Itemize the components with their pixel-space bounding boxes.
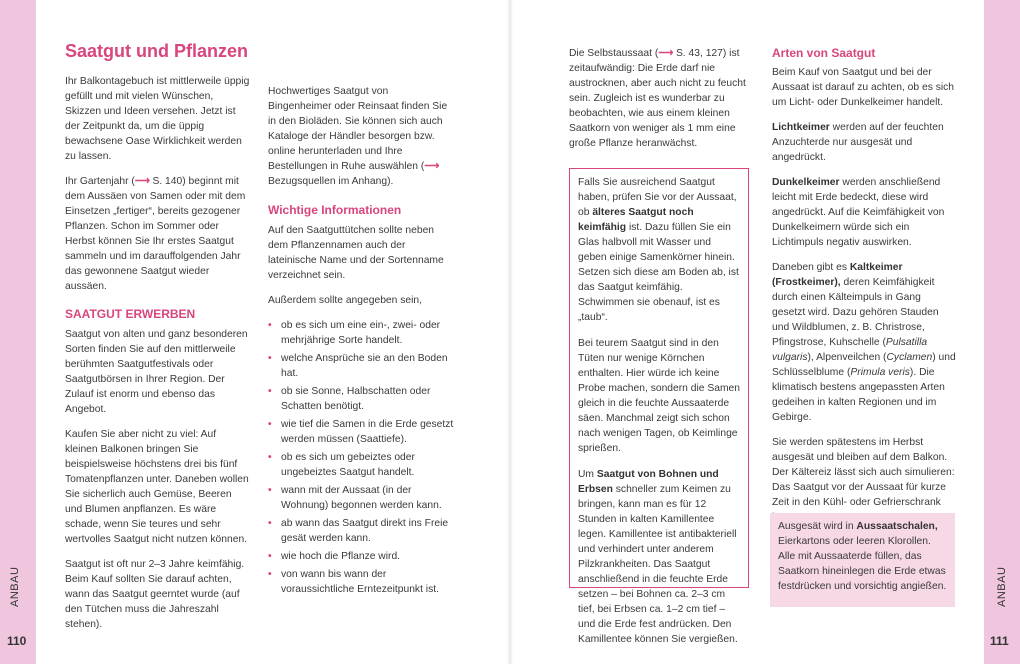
page-reference: Bezugsquellen im Anhang	[268, 176, 388, 187]
page-reference: S. 43, 127	[675, 48, 723, 59]
page-number-left: 110	[7, 634, 27, 648]
column-2	[268, 84, 454, 600]
paragraph: Beim Kauf von Saatgut und bei der Aussaat ist darauf zu achten, ob es sich um Licht- oder Dunkelkeimer handelt.	[772, 67, 955, 108]
list-item: • welche Ansprüche sie an den Boden hat.	[268, 353, 448, 379]
paragraph: Daneben gibt es Kaltkeimer (Frostkeimer), deren Keimfähigkeit durch einen Kälteimpuls in Gang gesetzt wird. Dazu gehören Stauden und Wildblumen, z. B. Christrose, Pfingstrose, Kuhschelle (Pulsatilla vulgaris), Alpenveilchen (Cyclamen) und Schlüsselblume (Primula veris). Die klimatisch bestens angepassten Arten gedeihen in kalten Regionen und im Gebirge.	[772, 262, 956, 423]
arrow-right-icon: ⟶	[424, 161, 440, 172]
column-1	[65, 41, 251, 642]
list-item: • wie hoch die Pflanze wird.	[268, 551, 401, 562]
list-item: • wie tief die Samen in die Erde gesetzt werden müssen (Saattiefe).	[268, 419, 454, 445]
list-item: • von wann bis wann der voraussichtliche Erntezeitpunkt ist.	[268, 569, 439, 595]
section-heading-arten-von-saatgut: Arten von Saatgut	[772, 46, 876, 60]
list-item: • ob es sich um gebeiztes oder ungebeiztes Saatgut handelt.	[268, 452, 415, 478]
list-item: • ab wann das Saatgut direkt ins Freie gesät werden kann.	[268, 518, 449, 544]
bullet-icon: •	[268, 518, 272, 529]
section-heading-saatgut-erwerben: SAATGUT ERWERBEN	[65, 307, 196, 321]
bullet-icon: •	[268, 386, 272, 397]
side-label-left: ANBAU	[9, 566, 21, 607]
paragraph: Bei teurem Saatgut sind in den Tüten nur wenige Körnchen enthalten. Hier würde ich keine Probe machen, sondern die Samen gleich in die feuchte Aussaaterde säen. Manchmal zeigt sich schon nach wenigen Tagen, ob Keimlinge sprießen.	[578, 338, 740, 454]
left-margin-band	[0, 0, 36, 664]
section-heading-wichtige-informationen: Wichtige Informationen	[268, 203, 402, 217]
selbstaussaat-paragraph: Die Selbstaussaat (⟶ S. 43, 127) ist zeitaufwändig: Die Erde darf nie austrocknen, aber auch nicht zu feucht sein. Zugleich ist es wunderbar zu beobachten, wie aus einem kleinen Saatkorn von weniger als 1 mm eine große Pflanze heranwächst.	[569, 48, 746, 149]
paragraph: Auf den Saatguttütchen sollte neben dem Pflanzennamen auch der lateinische Name und der Sortenname verzeichnet sein.	[268, 225, 444, 281]
paragraph: Dunkelkeimer werden anschließend leicht mit Erde bedeckt, diese wird angedrückt. Auf die Keimfähigkeit von Dunkelkeimern würde sich ein Lichtimpuls negativ auswirken.	[772, 177, 945, 248]
column-4	[772, 46, 956, 535]
paragraph: Sie werden spätestens im Herbst ausgesät und bleiben auf dem Balkon. Der Kältereiz lässt sich auch simulieren: Das Saatgut vor der Aussaat für kurze Zeit in den Kühl- oder Gefrierschrank	[772, 437, 955, 508]
list-item: • wann mit der Aussaat (in der Wohnung) begonnen werden kann.	[268, 485, 442, 511]
paragraph: Außerdem sollte angegeben sein,	[268, 295, 422, 306]
bullet-icon: •	[268, 569, 272, 580]
arrow-right-icon: ⟶	[134, 176, 150, 187]
bullet-icon: •	[268, 353, 272, 364]
bullet-icon: •	[268, 551, 272, 562]
paragraph: Saatgut von alten und ganz besonderen Sorten finden Sie auf den mittlerweile berühmten Saatgutfestivals oder Saatgutbörsen in Ihrer Region. Der Zulauf ist enorm und ebenso das Angebot.	[65, 329, 248, 415]
bullet-icon: •	[268, 419, 272, 430]
list-item: • ob sie Sonne, Halbschatten oder Schatten benötigt.	[268, 386, 431, 412]
right-margin-band	[984, 0, 1020, 664]
paragraph: Falls Sie ausreichend Saatgut haben, prüfen Sie vor der Aussaat, ob älteres Saatgut noch keimfähig ist. Dazu füllen Sie ein Glas halbvoll mit Wasser und geben einige Samenkörner hinein. Setzen sich diese am Boden ab, ist das Saatgut keimfähig. Schwimmen sie obenauf, ist es „taub“.	[578, 177, 739, 323]
bezugsquellen-paragraph: Hochwertiges Saatgut von Bingenheimer oder Reinsaat finden Sie in den Bioläden. Sie können sich auch Kataloge der Händler besorgen bzw. online herunterladen und Ihre Bestellungen in Ruhe auswählen (⟶ Bezugsquellen im Anhang).	[268, 86, 448, 187]
book-gutter	[507, 0, 513, 664]
paragraph: Lichtkeimer werden auf der feuchten Anzuchterde nur ausgesät und angedrückt.	[772, 122, 944, 163]
page-reference: S. 140	[152, 176, 183, 187]
list-item: • ob es sich um eine ein-, zwei- oder mehrjährige Sorte handelt.	[268, 320, 441, 346]
arrow-right-icon: ⟶	[658, 48, 674, 59]
column-3	[569, 46, 751, 161]
paragraph: Kaufen Sie aber nicht zu viel: Auf kleinen Balkonen bringen Sie beispielsweise höchstens drei bis fünf Tomatenpflanzen unter. Daneben wollen Sie sicherlich auch Gemüse, Beeren und Blumen anpflanzen. Es wäre schade, wenn Sie teures und sehr wertvolles Saatgut nicht nutzen können.	[65, 429, 249, 545]
gartenjahr-paragraph: Ihr Gartenjahr (⟶ S. 140) beginnt mit dem Aussäen von Samen oder mit dem Einsetzen „fertiger“, bereits gezogener Pflanzen. Schon im Sommer oder Herbst können Sie Ihr erstes Saatgut sammeln und im darauffolgenden Jahr das gewonnene Saatgut wieder aussäen.	[65, 176, 246, 292]
bullet-icon: •	[268, 320, 272, 331]
paragraph: Um Saatgut von Bohnen und Erbsen schneller zum Keimen zu bringen, kann man es für 12 Stunden in kalten Kamillentee legen. Kamillentee ist antibakteriell und verhindert unter anderem Pilzkrankheiten. Das Saatgut anschließend in die feuchte Erde setzen – bei Bohnen ca. 2–3 cm tief, bei Erbsen ca. 1–2 cm tief – und die Erde fest andrücken. Den Kamillentee können Sie vergießen.	[578, 469, 738, 645]
page-number-right: 111	[990, 634, 1009, 648]
intro-paragraph: Ihr Balkontagebuch ist mittlerweile üppig gefüllt und mit vielen Wünschen, Skizzen und Ideen versehen. Jetzt ist der Zeitpunkt da, um die üppig bewachsene Oase Wirklichkeit werden zu lassen.	[65, 76, 250, 162]
info-bullet-list	[268, 318, 454, 597]
info-box	[569, 168, 749, 645]
paragraph: Saatgut ist oft nur 2–3 Jahre keimfähig. Beim Kauf sollten Sie darauf achten, wann das Saatgut geerntet wurde (auf den Tütchen muss die Jahreszahl stehen).	[65, 559, 245, 630]
side-label-right: ANBAU	[996, 566, 1008, 607]
bullet-icon: •	[268, 485, 272, 496]
bullet-icon: •	[268, 452, 272, 463]
page-title: Saatgut und Pflanzen	[65, 41, 249, 61]
tip-box: Ausgesät wird in Aussaatschalen, Eierkartons oder leeren Klorollen. Alle mit Aussaaterde füllen, das Saatkorn hineinlegen die Erde etwas festdrücken und vorsichtig angießen.	[770, 513, 955, 607]
